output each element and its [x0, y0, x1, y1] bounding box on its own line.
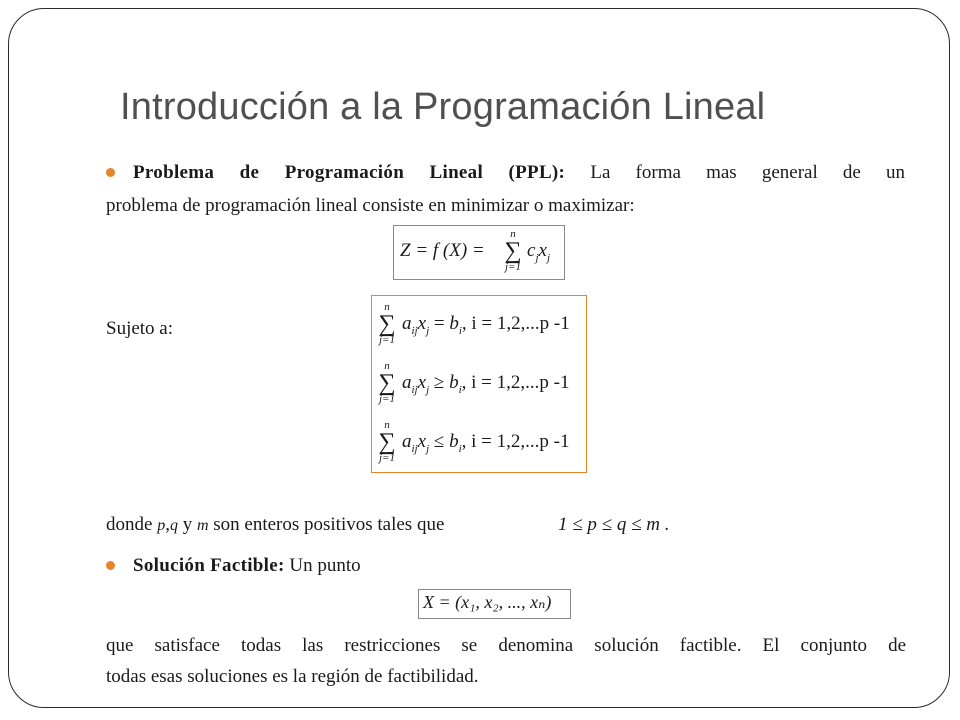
- ppl-label: Problema de Programación Lineal (PPL):: [133, 162, 566, 183]
- relation-geq: ≥: [433, 372, 445, 393]
- ppl-line-1: [133, 157, 905, 188]
- donde-line: donde p,q y m son enteros positivos tales que: [106, 514, 445, 535]
- constraint-row: n ∑ j=1 $a_{ij}x_j \le b_i$, i = 1,2,...p -1: [372, 418, 584, 473]
- final-line-2: todas esas soluciones es la región de factibilidad.: [106, 666, 479, 687]
- constraint-row: n ∑ j=1 $a_{ij}x_j \ge b_i$, i = 1,2,...p -1: [372, 359, 584, 414]
- summation-icon: n ∑ j=1: [378, 360, 396, 405]
- summation-icon: n ∑ j=1: [378, 419, 396, 464]
- subject-to: Sujeto a:: [106, 318, 174, 339]
- constraint-rest: , i = 1,2,...p -1: [461, 431, 570, 452]
- constraints-box: [371, 295, 587, 473]
- constraint-rest: , i = 1,2,...p -1: [461, 372, 570, 393]
- bullet-icon: [106, 561, 115, 570]
- objective-term: $c_jx_j$: [527, 240, 550, 264]
- constraint-row: n ∑ j=1 $a_{ij}x_j = b_i$, i = 1,2,...p -1: [372, 300, 584, 355]
- objective-lhs: Z = f (X) =: [400, 240, 485, 261]
- slide-title: Introducción a la Programación Lineal: [120, 86, 766, 128]
- point-formula: X = (x₁, x₂, ..., xₙ): [418, 589, 571, 619]
- sf-line: [133, 550, 361, 581]
- sf-text: Un punto: [289, 555, 361, 576]
- final-line-1: que satisface todas las restricciones se denomina solución factible. El conjunto de: [106, 635, 906, 656]
- ppl-line-2: [106, 190, 906, 221]
- relation-equal: =: [433, 313, 445, 334]
- bullet-icon: [106, 168, 115, 177]
- ppl-text-1: La forma mas general de un: [590, 162, 905, 183]
- sum-upper: n: [510, 228, 516, 240]
- ppl-text-2: problema de programación lineal consiste en minimizar o maximizar:: [106, 195, 635, 216]
- summation-icon: n ∑ j=1: [378, 301, 396, 346]
- sum-lower: j=1: [505, 261, 521, 273]
- sf-label: Solución Factible:: [133, 555, 285, 576]
- relation-leq: ≤: [433, 431, 445, 452]
- constraint-rest: , i = 1,2,...p -1: [461, 313, 570, 334]
- summation-icon: n ∑ j=1: [502, 229, 524, 273]
- inequality-formula: 1 ≤ p ≤ q ≤ m .: [556, 512, 691, 540]
- objective-function: [393, 225, 565, 280]
